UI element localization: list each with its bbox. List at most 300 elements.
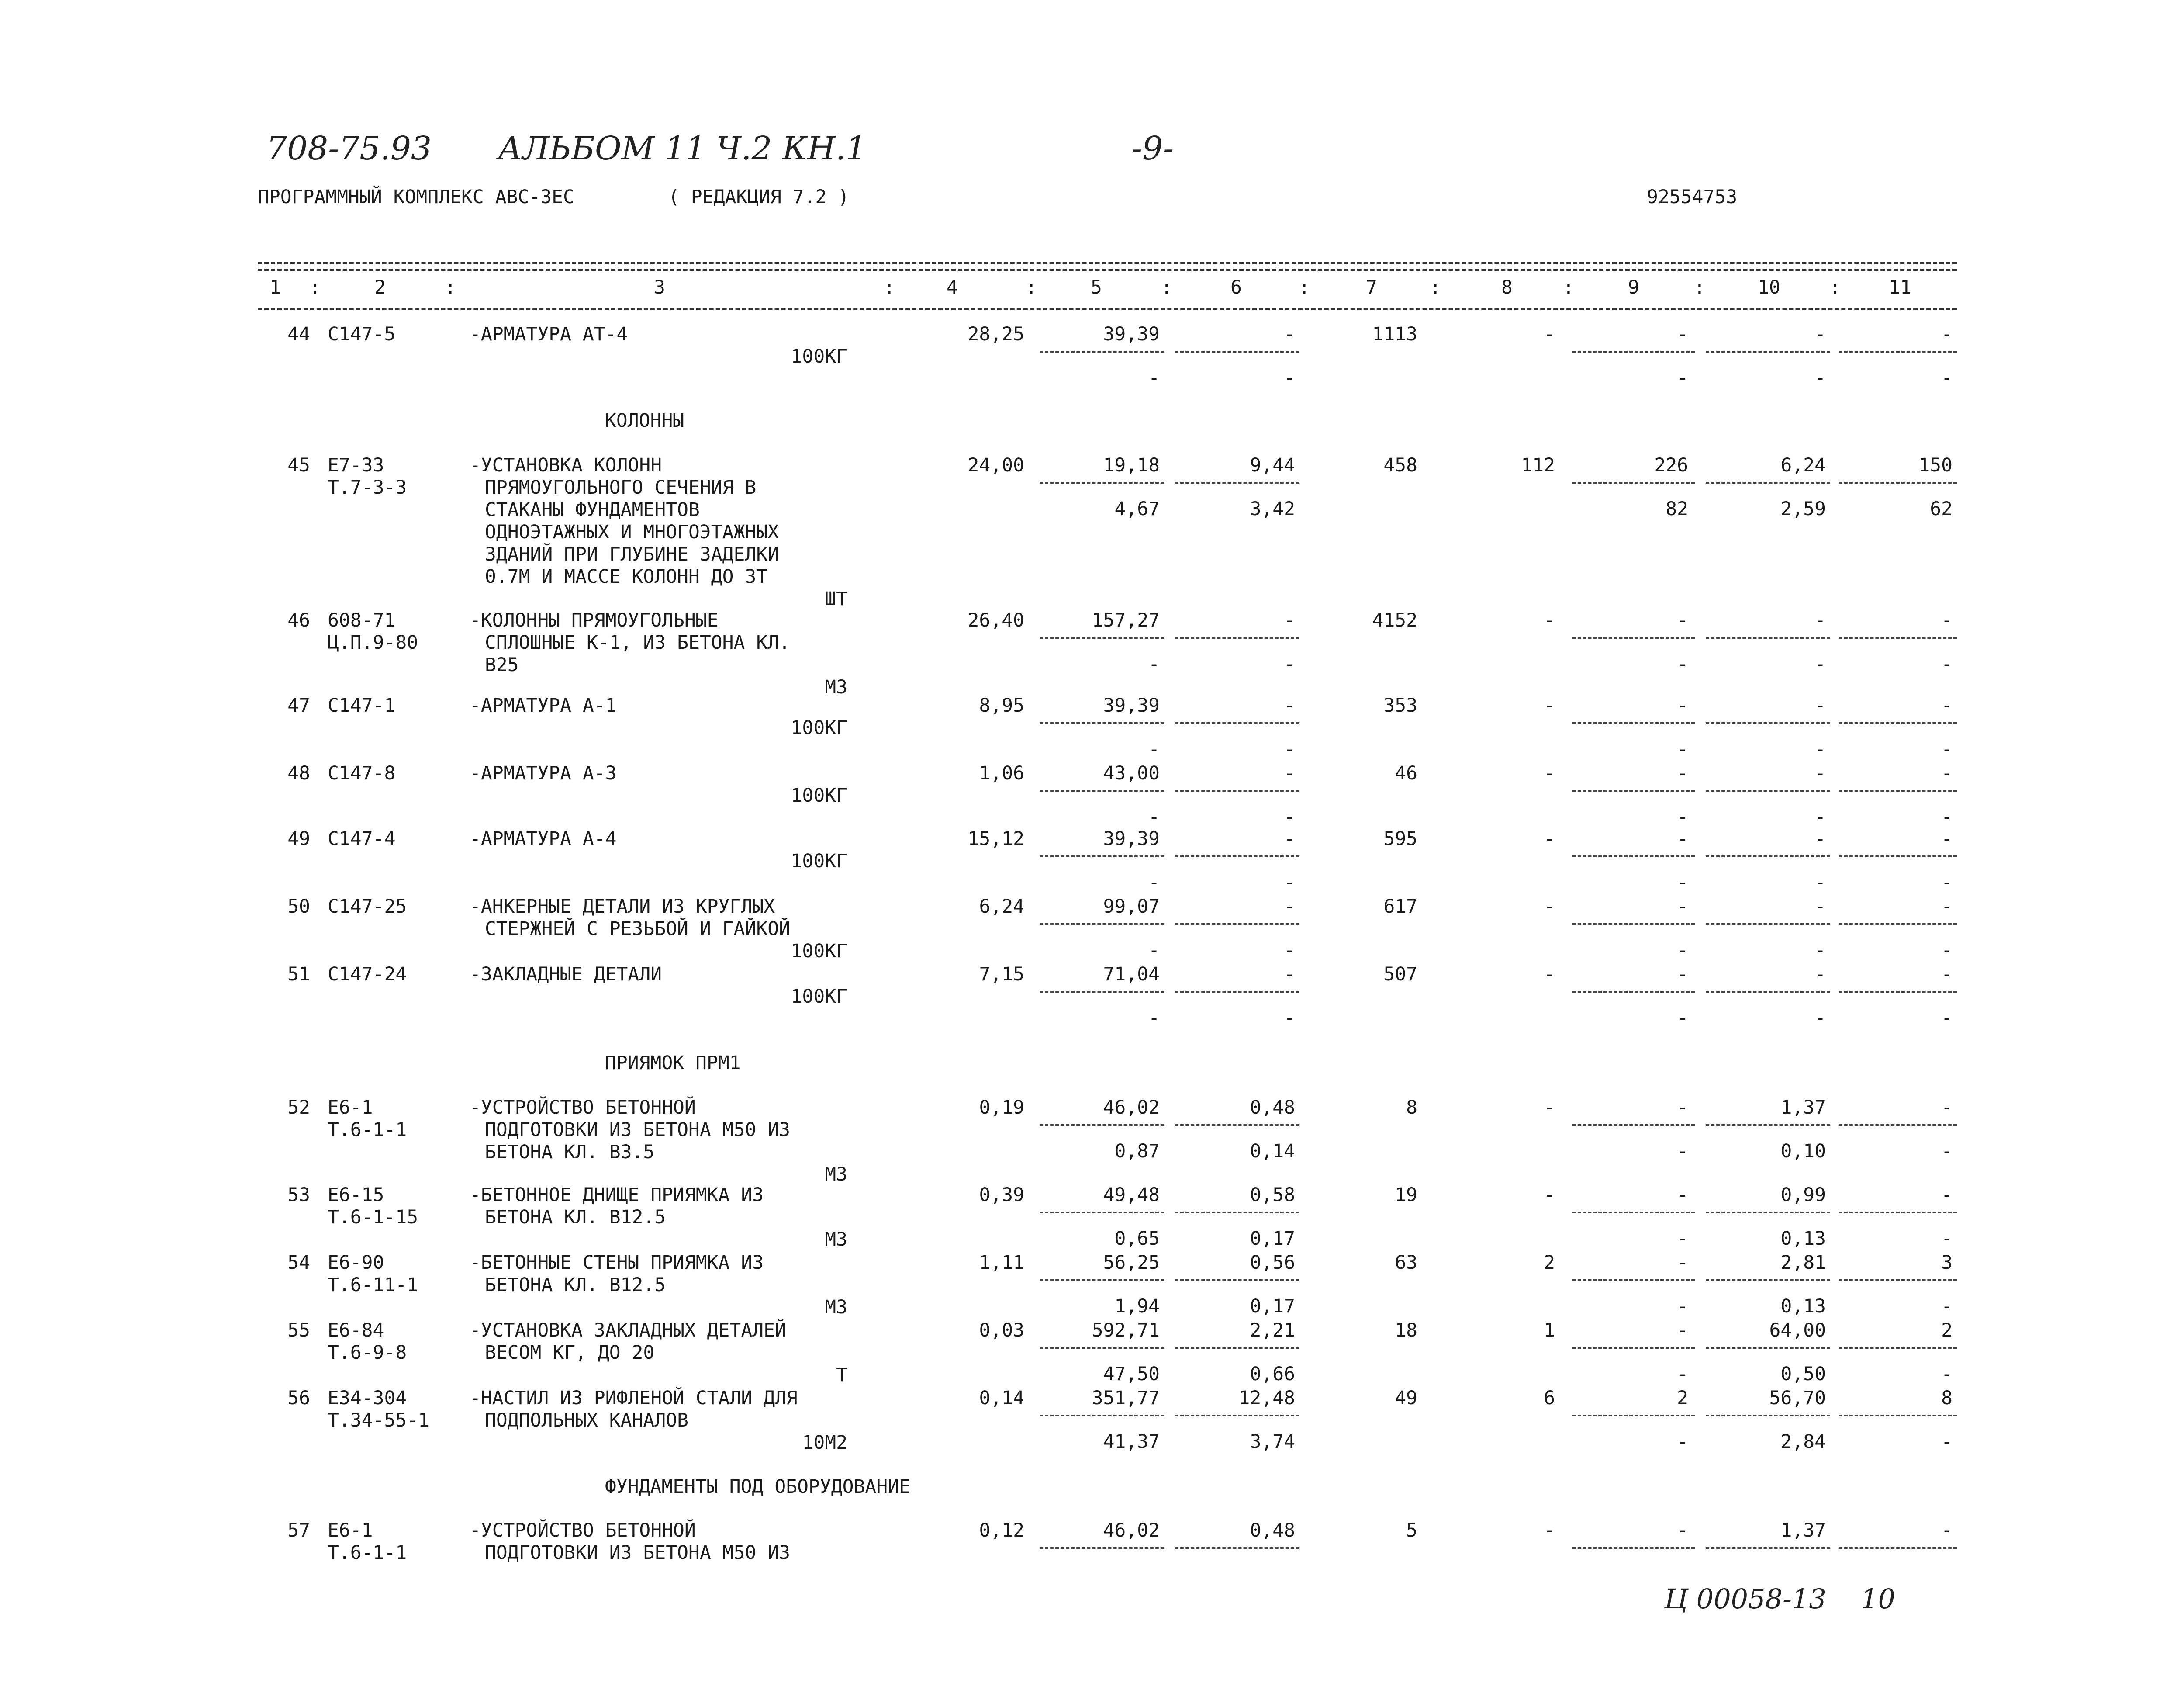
value-c11-base: - — [1941, 367, 1952, 389]
value-c10: 64,00 — [1769, 1319, 1826, 1341]
value-divider — [1040, 1212, 1164, 1213]
rate-code: Т.7-3-3 — [328, 477, 407, 499]
column-number-6: 6 — [1230, 277, 1242, 298]
value-divider — [1040, 855, 1164, 857]
work-description: -КОЛОННЫ ПРЯМОУГОЛЬНЫЕ — [470, 609, 719, 631]
rate-code: Т.6-1-15 — [328, 1206, 418, 1228]
value-divider — [1040, 790, 1164, 792]
value-c6-base: 0,66 — [1250, 1363, 1295, 1385]
value-c6-base: - — [1284, 806, 1295, 828]
rate-code: Е6-90 — [328, 1252, 384, 1274]
value-c6: 9,44 — [1250, 454, 1295, 476]
value-c11: - — [1941, 896, 1952, 918]
value-divider — [1706, 790, 1830, 792]
sheet-number: 10 — [1861, 1583, 1895, 1615]
work-description: 0.7М И МАССЕ КОЛОНН ДО 3Т — [485, 566, 768, 588]
value-c4: 15,12 — [968, 828, 1024, 850]
value-c9: - — [1677, 1319, 1688, 1341]
value-c9: - — [1677, 1097, 1688, 1118]
value-c5-base: - — [1148, 939, 1160, 961]
column-number-5: 5 — [1091, 277, 1102, 298]
value-c4: 1,11 — [979, 1252, 1024, 1274]
value-c11: - — [1941, 1520, 1952, 1541]
value-divider — [1839, 482, 1957, 484]
value-divider — [1175, 923, 1299, 925]
work-description: -УСТАНОВКА ЗАКЛАДНЫХ ДЕТАЛЕЙ — [470, 1319, 786, 1341]
column-separator: : — [1563, 277, 1574, 298]
unit-of-measure: 100КГ — [791, 717, 847, 739]
value-c8: - — [1544, 762, 1555, 784]
unit-of-measure: М3 — [825, 1296, 847, 1318]
value-c10-base: 0,50 — [1780, 1363, 1826, 1385]
value-divider — [1706, 1279, 1830, 1281]
value-divider — [1175, 855, 1299, 857]
program-edition: ( РЕДАКЦИЯ 7.2 ) — [668, 186, 850, 208]
value-c6-base: - — [1284, 1007, 1295, 1029]
value-c5: 43,00 — [1103, 762, 1160, 784]
rate-code: С147-5 — [328, 323, 396, 345]
rate-code: С147-24 — [328, 963, 407, 985]
row-number: 51 — [287, 963, 310, 985]
value-divider — [1706, 1547, 1830, 1549]
value-divider — [1839, 1124, 1957, 1126]
value-c5-base: 0,65 — [1114, 1228, 1160, 1250]
value-c10: - — [1814, 695, 1826, 717]
value-divider — [1839, 1415, 1957, 1416]
value-c6-base: 3,42 — [1250, 498, 1295, 520]
work-description: -УСТАНОВКА КОЛОНН — [470, 454, 662, 476]
value-c5-base: - — [1148, 872, 1160, 893]
value-c5: 46,02 — [1103, 1520, 1160, 1541]
value-divider — [1706, 482, 1830, 484]
value-divider — [1572, 1415, 1695, 1416]
value-divider — [1572, 482, 1695, 484]
value-c8: 112 — [1521, 454, 1555, 476]
rate-code: Е6-1 — [328, 1097, 373, 1118]
value-c5: 49,48 — [1103, 1184, 1160, 1206]
value-c11-base: - — [1941, 1007, 1952, 1029]
value-c11-base: - — [1941, 806, 1952, 828]
value-c6-base: - — [1284, 872, 1295, 893]
value-c9: - — [1677, 762, 1688, 784]
unit-of-measure: 10М2 — [802, 1432, 847, 1454]
value-c5: 19,18 — [1103, 454, 1160, 476]
value-divider — [1040, 482, 1164, 484]
value-c6-base: 3,74 — [1250, 1431, 1295, 1453]
value-c4: 24,00 — [968, 454, 1024, 476]
work-description: ОДНОЭТАЖНЫХ И МНОГОЭТАЖНЫХ — [485, 521, 779, 543]
value-c10: - — [1814, 323, 1826, 345]
value-c11: 3 — [1941, 1252, 1952, 1274]
work-description: -АРМАТУРА А-3 — [470, 762, 617, 784]
value-c4: 0,14 — [979, 1387, 1024, 1409]
rate-code: Е6-1 — [328, 1520, 373, 1541]
value-c9: - — [1677, 896, 1688, 918]
value-c5: 351,77 — [1092, 1387, 1160, 1409]
column-separator: : — [1694, 277, 1705, 298]
value-c10: - — [1814, 828, 1826, 850]
value-c11-base: - — [1941, 1363, 1952, 1385]
section-heading-pit: ПРИЯМОК ПРМ1 — [605, 1052, 741, 1074]
value-c5-base: 47,50 — [1103, 1363, 1160, 1385]
value-c5: 56,25 — [1103, 1252, 1160, 1274]
value-c9-base: - — [1677, 653, 1688, 675]
column-number-8: 8 — [1501, 277, 1513, 298]
row-number: 44 — [287, 323, 310, 345]
value-divider — [1175, 1279, 1299, 1281]
value-divider — [1839, 923, 1957, 925]
value-c11: - — [1941, 609, 1952, 631]
value-c9: - — [1677, 323, 1688, 345]
header-rule-top-1 — [258, 262, 1957, 264]
value-divider — [1040, 1279, 1164, 1281]
value-c4: 0,19 — [979, 1097, 1024, 1118]
value-c11: - — [1941, 762, 1952, 784]
row-number: 46 — [287, 609, 310, 631]
value-c10-base: 0,13 — [1780, 1295, 1826, 1317]
work-description: СТЕРЖНЕЙ С РЕЗЬБОЙ И ГАЙКОЙ — [485, 918, 790, 940]
value-c11: - — [1941, 1184, 1952, 1206]
value-c5-base: 1,94 — [1114, 1295, 1160, 1317]
unit-of-measure: М3 — [825, 676, 847, 698]
column-number-2: 2 — [374, 277, 386, 298]
row-number: 49 — [287, 828, 310, 850]
work-description: -УСТРОЙСТВО БЕТОННОЙ — [470, 1097, 696, 1118]
value-c11-base: - — [1941, 1140, 1952, 1162]
value-c9: 226 — [1654, 454, 1688, 476]
value-c10: - — [1814, 762, 1826, 784]
value-divider — [1040, 637, 1164, 639]
value-c11-base: - — [1941, 1228, 1952, 1250]
value-c7: 49 — [1395, 1387, 1417, 1409]
work-description: БЕТОНА КЛ. В3.5 — [485, 1141, 655, 1163]
value-divider — [1706, 1347, 1830, 1349]
value-c4: 7,15 — [979, 963, 1024, 985]
row-number: 50 — [287, 896, 310, 918]
value-c5-base: 0,87 — [1114, 1140, 1160, 1162]
value-c6: 0,58 — [1250, 1184, 1295, 1206]
work-description: ПРЯМОУГОЛЬНОГО СЕЧЕНИЯ В — [485, 477, 757, 499]
section-heading-columns: КОЛОННЫ — [605, 410, 684, 432]
value-c6-base: 0,17 — [1250, 1295, 1295, 1317]
value-divider — [1175, 722, 1299, 724]
value-c5-base: - — [1148, 653, 1160, 675]
work-description: ПОДГОТОВКИ ИЗ БЕТОНА М50 ИЗ — [485, 1119, 790, 1141]
row-number: 53 — [287, 1184, 310, 1206]
value-c6: 2,21 — [1250, 1319, 1295, 1341]
value-c8: 6 — [1544, 1387, 1555, 1409]
table-row — [0, 762, 2184, 828]
value-c4: 26,40 — [968, 609, 1024, 631]
value-c6: - — [1284, 963, 1295, 985]
value-c11-base: - — [1941, 1295, 1952, 1317]
value-divider — [1839, 1547, 1957, 1549]
value-divider — [1572, 1547, 1695, 1549]
page-number: -9- — [1131, 130, 1174, 167]
work-description: -АРМАТУРА АТ-4 — [470, 323, 628, 345]
rate-code: Ц.П.9-80 — [328, 632, 418, 654]
value-c7: 18 — [1395, 1319, 1417, 1341]
work-description: -БЕТОННОЕ ДНИЩЕ ПРИЯМКА ИЗ — [470, 1184, 764, 1206]
value-divider — [1040, 722, 1164, 724]
value-c6: 0,56 — [1250, 1252, 1295, 1274]
value-c4: 8,95 — [979, 695, 1024, 717]
value-c9-base: - — [1677, 1140, 1688, 1162]
value-c6: - — [1284, 695, 1295, 717]
column-separator: : — [309, 277, 321, 298]
value-c6: 0,48 — [1250, 1520, 1295, 1541]
value-c9: - — [1677, 609, 1688, 631]
value-c5: 592,71 — [1092, 1319, 1160, 1341]
value-c7: 63 — [1395, 1252, 1417, 1274]
value-c8: - — [1544, 1097, 1555, 1118]
work-description: БЕТОНА КЛ. В12.5 — [485, 1206, 666, 1228]
value-c10: - — [1814, 963, 1826, 985]
value-c10-base: - — [1814, 1007, 1826, 1029]
rate-code: Т.6-11-1 — [328, 1274, 418, 1296]
value-c11-base: - — [1941, 738, 1952, 760]
value-divider — [1175, 790, 1299, 792]
value-c11: 2 — [1941, 1319, 1952, 1341]
value-divider — [1572, 1279, 1695, 1281]
value-c6: - — [1284, 828, 1295, 850]
value-divider — [1706, 1124, 1830, 1126]
value-c9-base: - — [1677, 939, 1688, 961]
work-description: ПОДПОЛЬНЫХ КАНАЛОВ — [485, 1409, 688, 1431]
value-c4: 0,12 — [979, 1520, 1024, 1541]
column-separator: : — [445, 277, 456, 298]
value-divider — [1706, 855, 1830, 857]
work-description: -АРМАТУРА А-4 — [470, 828, 617, 850]
value-c6-base: - — [1284, 367, 1295, 389]
value-c10: 2,81 — [1780, 1252, 1826, 1274]
value-c6: - — [1284, 762, 1295, 784]
archive-stamp: Ц 00058-13 — [1664, 1583, 1826, 1615]
value-divider — [1572, 855, 1695, 857]
value-divider — [1706, 351, 1830, 353]
value-c5-base: - — [1148, 1007, 1160, 1029]
value-c6-base: - — [1284, 939, 1295, 961]
row-number: 56 — [287, 1387, 310, 1409]
value-c10: 6,24 — [1780, 454, 1826, 476]
value-c11: 8 — [1941, 1387, 1952, 1409]
value-c9: - — [1677, 1184, 1688, 1206]
value-divider — [1175, 991, 1299, 993]
value-divider — [1839, 790, 1957, 792]
value-divider — [1706, 923, 1830, 925]
value-divider — [1839, 855, 1957, 857]
table-row — [0, 963, 2184, 1029]
value-c10-base: - — [1814, 939, 1826, 961]
work-description: В25 — [485, 654, 519, 676]
value-c5: 157,27 — [1092, 609, 1160, 631]
column-separator: : — [1430, 277, 1441, 298]
value-divider — [1839, 1212, 1957, 1213]
work-description: БЕТОНА КЛ. В12.5 — [485, 1274, 666, 1296]
column-separator: : — [1161, 277, 1172, 298]
unit-of-measure: 100КГ — [791, 986, 847, 1008]
column-number-1: 1 — [270, 277, 281, 298]
rate-code: С147-4 — [328, 828, 396, 850]
rate-code: Т.6-1-1 — [328, 1119, 407, 1141]
value-divider — [1572, 1347, 1695, 1349]
value-c9: - — [1677, 1520, 1688, 1541]
value-c7: 1113 — [1372, 323, 1417, 345]
header-rule-top-2 — [258, 269, 1957, 271]
value-c7: 46 — [1395, 762, 1417, 784]
value-c6-base: - — [1284, 738, 1295, 760]
unit-of-measure: 100КГ — [791, 940, 847, 962]
value-divider — [1572, 637, 1695, 639]
value-c6: 0,48 — [1250, 1097, 1295, 1118]
value-c5-base: - — [1148, 738, 1160, 760]
value-c11-base: - — [1941, 653, 1952, 675]
value-c11: - — [1941, 695, 1952, 717]
value-c9: - — [1677, 828, 1688, 850]
value-c5: 39,39 — [1103, 828, 1160, 850]
value-c9: 2 — [1677, 1387, 1688, 1409]
value-c6: - — [1284, 323, 1295, 345]
value-c8: - — [1544, 1520, 1555, 1541]
work-description: ВЕСОМ КГ, ДО 20 — [485, 1342, 655, 1364]
value-c5-base: 41,37 — [1103, 1431, 1160, 1453]
rate-code: Т.6-1-1 — [328, 1542, 407, 1564]
value-c5-base: - — [1148, 367, 1160, 389]
value-divider — [1175, 482, 1299, 484]
value-divider — [1839, 1279, 1957, 1281]
value-divider — [1706, 637, 1830, 639]
program-name: ПРОГРАММНЫЙ КОМПЛЕКС АВС-3ЕС — [258, 186, 574, 208]
value-c9-base: - — [1677, 806, 1688, 828]
column-number-4: 4 — [947, 277, 958, 298]
value-c9: - — [1677, 963, 1688, 985]
value-c9-base: - — [1677, 367, 1688, 389]
value-c5: 46,02 — [1103, 1097, 1160, 1118]
table-row — [0, 323, 2184, 389]
value-c6: - — [1284, 609, 1295, 631]
value-c7: 458 — [1383, 454, 1417, 476]
value-c9-base: - — [1677, 1431, 1688, 1453]
value-c10: 1,37 — [1780, 1520, 1826, 1541]
work-description: СПЛОШНЫЕ К-1, ИЗ БЕТОНА КЛ. — [485, 632, 790, 654]
value-c7: 353 — [1383, 695, 1417, 717]
value-divider — [1175, 1212, 1299, 1213]
value-c4: 0,39 — [979, 1184, 1024, 1206]
column-number-11: 11 — [1889, 277, 1911, 298]
value-divider — [1839, 722, 1957, 724]
value-c8: - — [1544, 963, 1555, 985]
album-number: 708-75.93 — [266, 130, 432, 167]
value-c9: - — [1677, 1252, 1688, 1274]
work-description: -БЕТОННЫЕ СТЕНЫ ПРИЯМКА ИЗ — [470, 1252, 764, 1274]
rate-code: С147-8 — [328, 762, 396, 784]
value-divider — [1839, 991, 1957, 993]
value-c10-base: 0,10 — [1780, 1140, 1826, 1162]
rate-code: Е6-84 — [328, 1319, 384, 1341]
column-separator: : — [1829, 277, 1841, 298]
value-c10-base: - — [1814, 806, 1826, 828]
value-c9-base: - — [1677, 872, 1688, 893]
value-divider — [1175, 1347, 1299, 1349]
row-number: 52 — [287, 1097, 310, 1118]
work-description: ЗДАНИЙ ПРИ ГЛУБИНЕ ЗАДЕЛКИ — [485, 544, 779, 565]
column-number-3: 3 — [654, 277, 665, 298]
row-number: 47 — [287, 695, 310, 717]
value-divider — [1706, 991, 1830, 993]
value-c7: 507 — [1383, 963, 1417, 985]
row-number: 57 — [287, 1520, 310, 1541]
value-c10-base: - — [1814, 738, 1826, 760]
column-header-row — [0, 277, 2184, 298]
value-divider — [1706, 722, 1830, 724]
unit-of-measure: 100КГ — [791, 785, 847, 807]
table-row — [0, 1319, 2184, 1386]
row-number: 55 — [287, 1319, 310, 1341]
value-c7: 4152 — [1372, 609, 1417, 631]
value-divider — [1040, 991, 1164, 993]
value-c7: 19 — [1395, 1184, 1417, 1206]
value-c7: 617 — [1383, 896, 1417, 918]
value-divider — [1839, 351, 1957, 353]
value-divider — [1040, 923, 1164, 925]
value-c11-base: - — [1941, 1431, 1952, 1453]
value-c11-base: 62 — [1930, 498, 1952, 520]
value-c11: - — [1941, 1097, 1952, 1118]
value-c8: - — [1544, 609, 1555, 631]
value-divider — [1040, 1347, 1164, 1349]
value-c6-base: 0,17 — [1250, 1228, 1295, 1250]
value-c8: 1 — [1544, 1319, 1555, 1341]
rate-code: Е34-304 — [328, 1387, 407, 1409]
value-c6-base: - — [1284, 653, 1295, 675]
value-c10-base: - — [1814, 653, 1826, 675]
value-c10: - — [1814, 609, 1826, 631]
row-number: 54 — [287, 1252, 310, 1274]
value-c10: 1,37 — [1780, 1097, 1826, 1118]
value-c10: - — [1814, 896, 1826, 918]
value-c10-base: 0,13 — [1780, 1228, 1826, 1250]
value-divider — [1572, 991, 1695, 993]
value-c5: 71,04 — [1103, 963, 1160, 985]
table-row — [0, 609, 2184, 698]
work-description: ПОДГОТОВКИ ИЗ БЕТОНА М50 ИЗ — [485, 1542, 790, 1564]
section-heading-equipment-foundations: ФУНДАМЕНТЫ ПОД ОБОРУДОВАНИЕ — [605, 1476, 910, 1498]
rate-code: Т.34-55-1 — [328, 1409, 429, 1431]
value-divider — [1572, 351, 1695, 353]
value-c5-base: 4,67 — [1114, 498, 1160, 520]
unit-of-measure: ШТ — [825, 588, 847, 610]
column-separator: : — [884, 277, 895, 298]
rate-code: С147-1 — [328, 695, 396, 717]
value-c5: 99,07 — [1103, 896, 1160, 918]
value-c5-base: - — [1148, 806, 1160, 828]
value-c11: - — [1941, 963, 1952, 985]
value-c9: - — [1677, 695, 1688, 717]
value-c9-base: - — [1677, 1363, 1688, 1385]
value-c10: 0,99 — [1780, 1184, 1826, 1206]
value-c4: 0,03 — [979, 1319, 1024, 1341]
row-number: 45 — [287, 454, 310, 476]
value-c8: - — [1544, 896, 1555, 918]
value-c5: 39,39 — [1103, 323, 1160, 345]
unit-of-measure: 100КГ — [791, 346, 847, 367]
value-divider — [1175, 637, 1299, 639]
value-c11-base: - — [1941, 872, 1952, 893]
column-number-7: 7 — [1366, 277, 1377, 298]
work-description: -УСТРОЙСТВО БЕТОННОЙ — [470, 1520, 696, 1541]
value-c7: 5 — [1406, 1520, 1417, 1541]
value-c4: 28,25 — [968, 323, 1024, 345]
